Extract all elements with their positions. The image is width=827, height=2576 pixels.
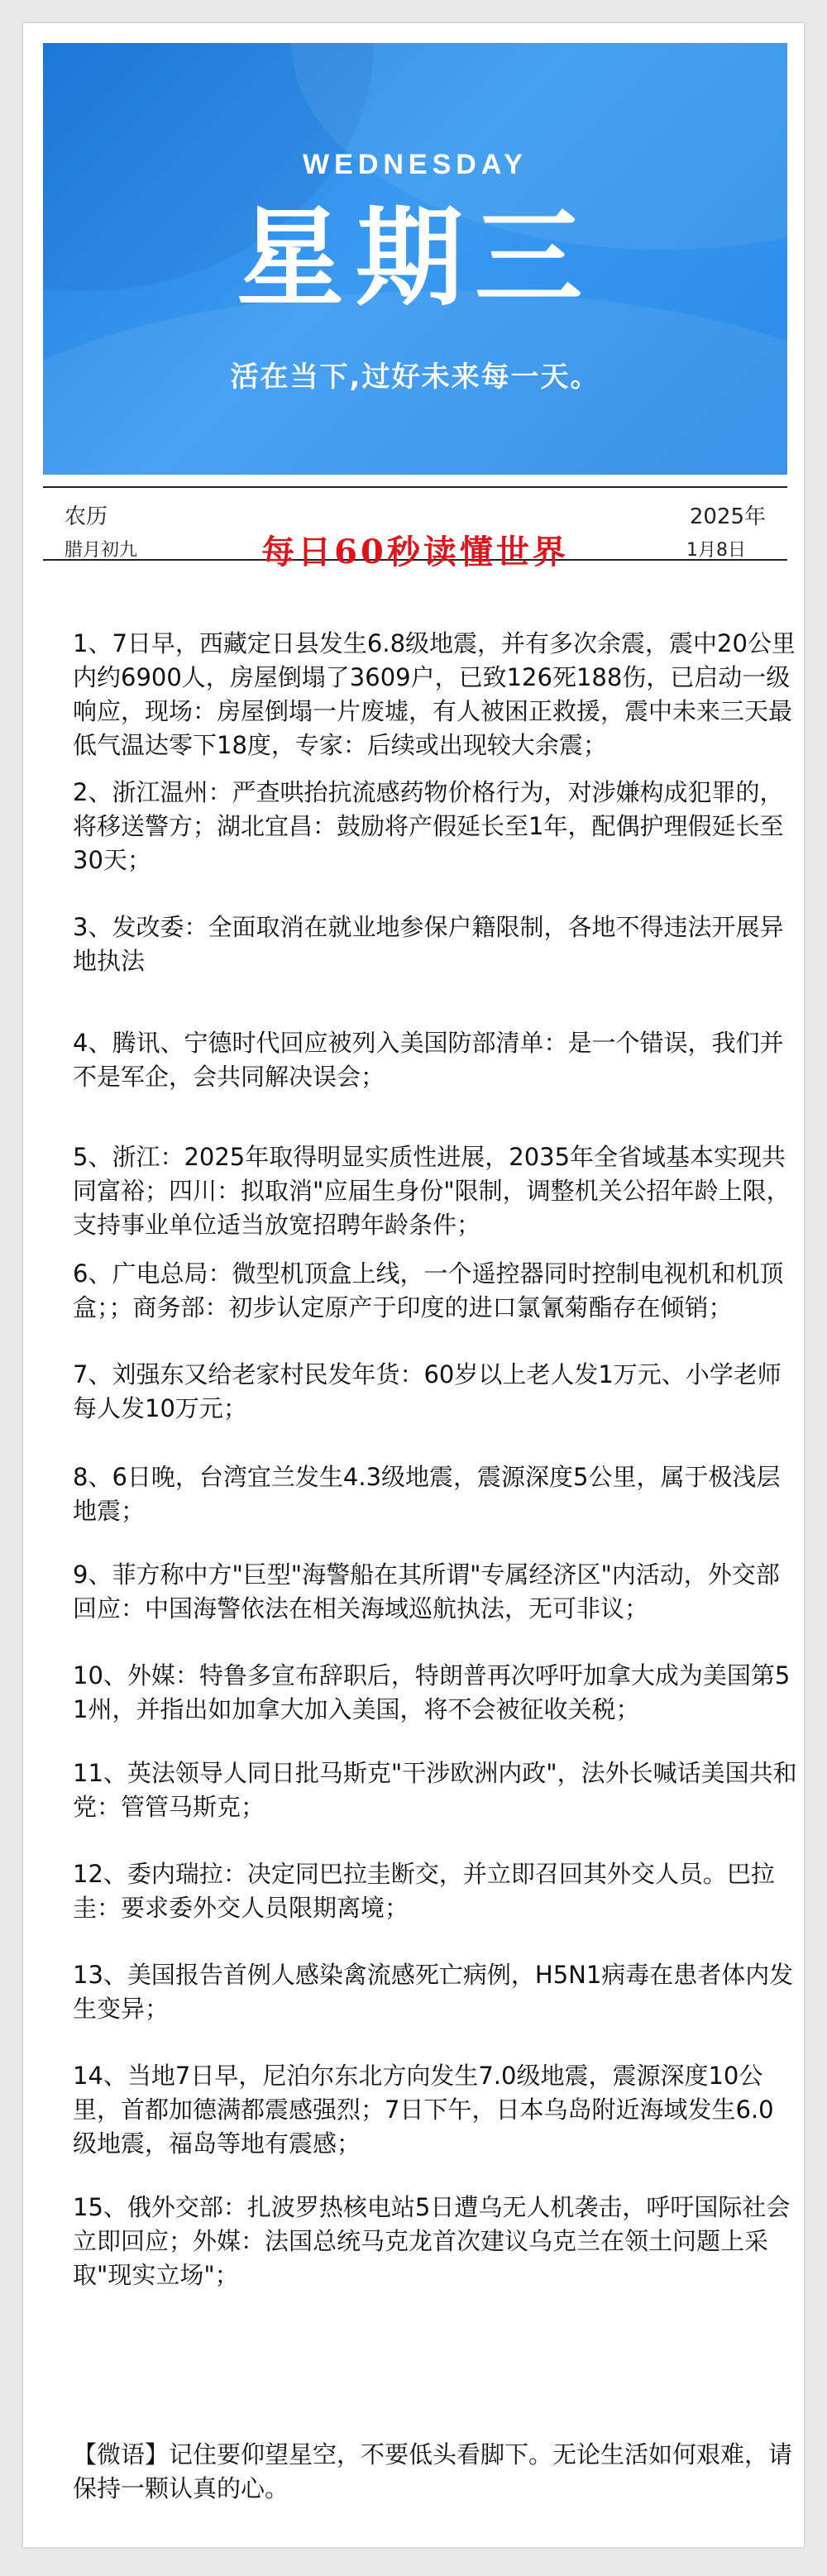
news-item: 1、7日早，西藏定日县发生6.8级地震，并有多次余震，震中20公里内约6900人，房屋倒塌了3609户，已致126死188伤，已启动一级响应，现场：房屋倒塌一片废墟，有人被困正救援，震中未来三天最低气温达零下18度，专家：后续或出现较大余震；: [73, 629, 796, 759]
date-info-bar: [43, 486, 787, 571]
news-item: 11、英法领导人同日批马斯克"干涉欧洲内政"，法外长喊话美国共和党：管管马斯克；: [73, 1759, 797, 1821]
month-day-label: 1月8日: [686, 540, 746, 561]
news-item: 5、浙江：2025年取得明显实质性进展，2035年全省域基本实现共同富裕；四川：拟取消"应届生身份"限制，调整机关公招年龄上限，支持事业单位适当放宽招聘年龄条件；: [73, 1143, 791, 1239]
news-item: 15、俄外交部：扎波罗热核电站5日遭乌无人机袭击，呼吁国际社会立即回应；外媒：法国总统马克龙首次建议乌克兰在领土问题上采取"现实立场"；: [73, 2193, 791, 2289]
news-item: 14、当地7日早，尼泊尔东北方向发生7.0级地震，震源深度10公里，首都加德满都震感强烈；7日下午，日本乌岛附近海域发生6.0级地震，福岛等地有震感；: [73, 2062, 774, 2158]
news-item: 8、6日晚，台湾宜兰发生4.3级地震，震源深度5公里，属于极浅层地震；: [73, 1463, 781, 1525]
news-sheet: [23, 23, 804, 2547]
news-item: 3、发改委：全面取消在就业地参保户籍限制，各地不得违法开展异地执法: [73, 913, 784, 975]
news-item: 12、委内瑞拉：决定同巴拉圭断交，并立即召回其外交人员。巴拉圭：要求委外交人员限期离境；: [73, 1860, 775, 1922]
page-title: 每日60秒读懂世界: [261, 533, 569, 571]
header-banner: [43, 43, 787, 475]
news-list: [73, 627, 797, 2292]
news-item: 10、外媒：特鲁多宣布辞职后，特朗普再次呼吁加拿大成为美国第51州，并指出如加拿大加入美国，将不会被征收关税；: [73, 1661, 791, 1723]
news-item: 2、浙江温州：严查哄抬抗流感药物价格行为，对涉嫌构成犯罪的，将移送警方；湖北宜昌：鼓励将产假延长至1年，配偶护理假延长至30天；: [73, 778, 784, 874]
weekday-chinese: 星期三: [236, 195, 594, 321]
weekday-english: WEDNESDAY: [303, 149, 528, 180]
banner-motto: 活在当下,过好未来每一天。: [230, 361, 600, 394]
year-label: 2025年: [689, 504, 766, 529]
news-item: 13、美国报告首例人感染禽流感死亡病例，H5N1病毒在患者体内发生变异；: [73, 1961, 794, 2023]
lunar-label: 农历: [65, 504, 108, 529]
lunar-date: 腊月初九: [65, 540, 138, 561]
daily-quote: 【微语】记住要仰望星空，不要低头看脚下。无论生活如何艰难，请保持一颗认真的心。: [73, 2440, 793, 2502]
news-item: 6、广电总局：微型机顶盒上线，一个遥控器同时控制电视机和机顶盒；；商务部：初步认定原产于印度的进口氯氰菊酯存在倾销；: [73, 1259, 784, 1321]
news-item: 9、菲方称中方"巨型"海警船在其所谓"专属经济区"内活动，外交部回应：中国海警依法在相关海域巡航执法，无可非议；: [73, 1560, 780, 1623]
news-item: 4、腾讯、宁德时代回应被列入美国防部清单：是一个错误，我们并不是军企，会共同解决误会；: [73, 1029, 784, 1091]
divider-top: [43, 486, 787, 488]
news-item: 7、刘强东又给老家村民发年货：60岁以上老人发1万元、小学老师每人发10万元；: [73, 1360, 782, 1422]
